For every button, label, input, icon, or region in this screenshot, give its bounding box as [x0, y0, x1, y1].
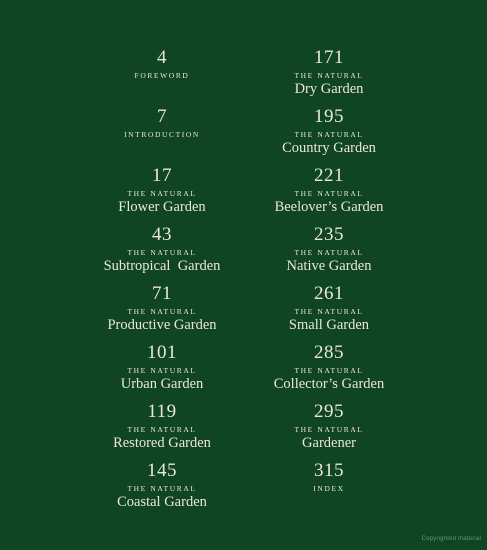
toc-entry	[229, 461, 429, 520]
page-number: 261	[314, 283, 344, 304]
section-label: THE NATURAL	[294, 71, 364, 80]
page-number: 101	[147, 342, 177, 363]
section-label: THE NATURAL	[294, 366, 364, 375]
chapter-title: Productive Garden	[107, 317, 217, 333]
section-label: THE NATURAL	[294, 189, 364, 198]
page-number: 171	[314, 47, 344, 68]
chapter-title: Subtropical Garden	[103, 258, 221, 274]
chapter-title: Country Garden	[282, 140, 376, 156]
toc-entry	[229, 48, 429, 107]
toc-entry	[229, 402, 429, 461]
toc-entry	[229, 225, 429, 284]
section-label: FOREWORD	[134, 71, 190, 80]
page-number: 195	[314, 106, 344, 127]
page-number: 71	[152, 283, 172, 304]
toc-entry	[229, 284, 429, 343]
page-number: 315	[314, 460, 344, 481]
page-number: 7	[157, 106, 167, 127]
page-number: 17	[152, 165, 172, 186]
section-label: THE NATURAL	[294, 307, 364, 316]
toc-entry	[229, 343, 429, 402]
chapter-title: Collector’s Garden	[273, 376, 385, 392]
page-number: 43	[152, 224, 172, 245]
chapter-title: Gardener	[302, 435, 356, 451]
copyright-notice: Copyrighted material	[421, 536, 481, 542]
section-label: THE NATURAL	[127, 189, 197, 198]
toc-right-column	[229, 48, 429, 520]
page-number: 119	[147, 401, 177, 422]
chapter-title: Native Garden	[286, 258, 372, 274]
chapter-title: Restored Garden	[113, 435, 211, 451]
page-number: 221	[314, 165, 344, 186]
chapter-title: Dry Garden	[294, 81, 364, 97]
page-number: 295	[314, 401, 344, 422]
section-label: THE NATURAL	[294, 130, 364, 139]
chapter-title: Coastal Garden	[117, 494, 207, 510]
chapter-title: Small Garden	[288, 317, 370, 333]
section-label: THE NATURAL	[127, 307, 197, 316]
page-number: 235	[314, 224, 344, 245]
chapter-title: Urban Garden	[120, 376, 204, 392]
section-label: THE NATURAL	[127, 425, 197, 434]
section-label: INTRODUCTION	[124, 130, 200, 139]
section-label: THE NATURAL	[127, 366, 197, 375]
page-number: 285	[314, 342, 344, 363]
toc-entry	[229, 166, 429, 225]
section-label: THE NATURAL	[127, 248, 197, 257]
section-label: THE NATURAL	[127, 484, 197, 493]
section-label: INDEX	[313, 484, 345, 493]
toc-entry	[229, 107, 429, 166]
chapter-title: Flower Garden	[118, 199, 206, 215]
section-label: THE NATURAL	[294, 425, 364, 434]
section-label: THE NATURAL	[294, 248, 364, 257]
page-number: 145	[147, 460, 177, 481]
page-number: 4	[157, 47, 167, 68]
chapter-title: Beelover’s Garden	[274, 199, 384, 215]
